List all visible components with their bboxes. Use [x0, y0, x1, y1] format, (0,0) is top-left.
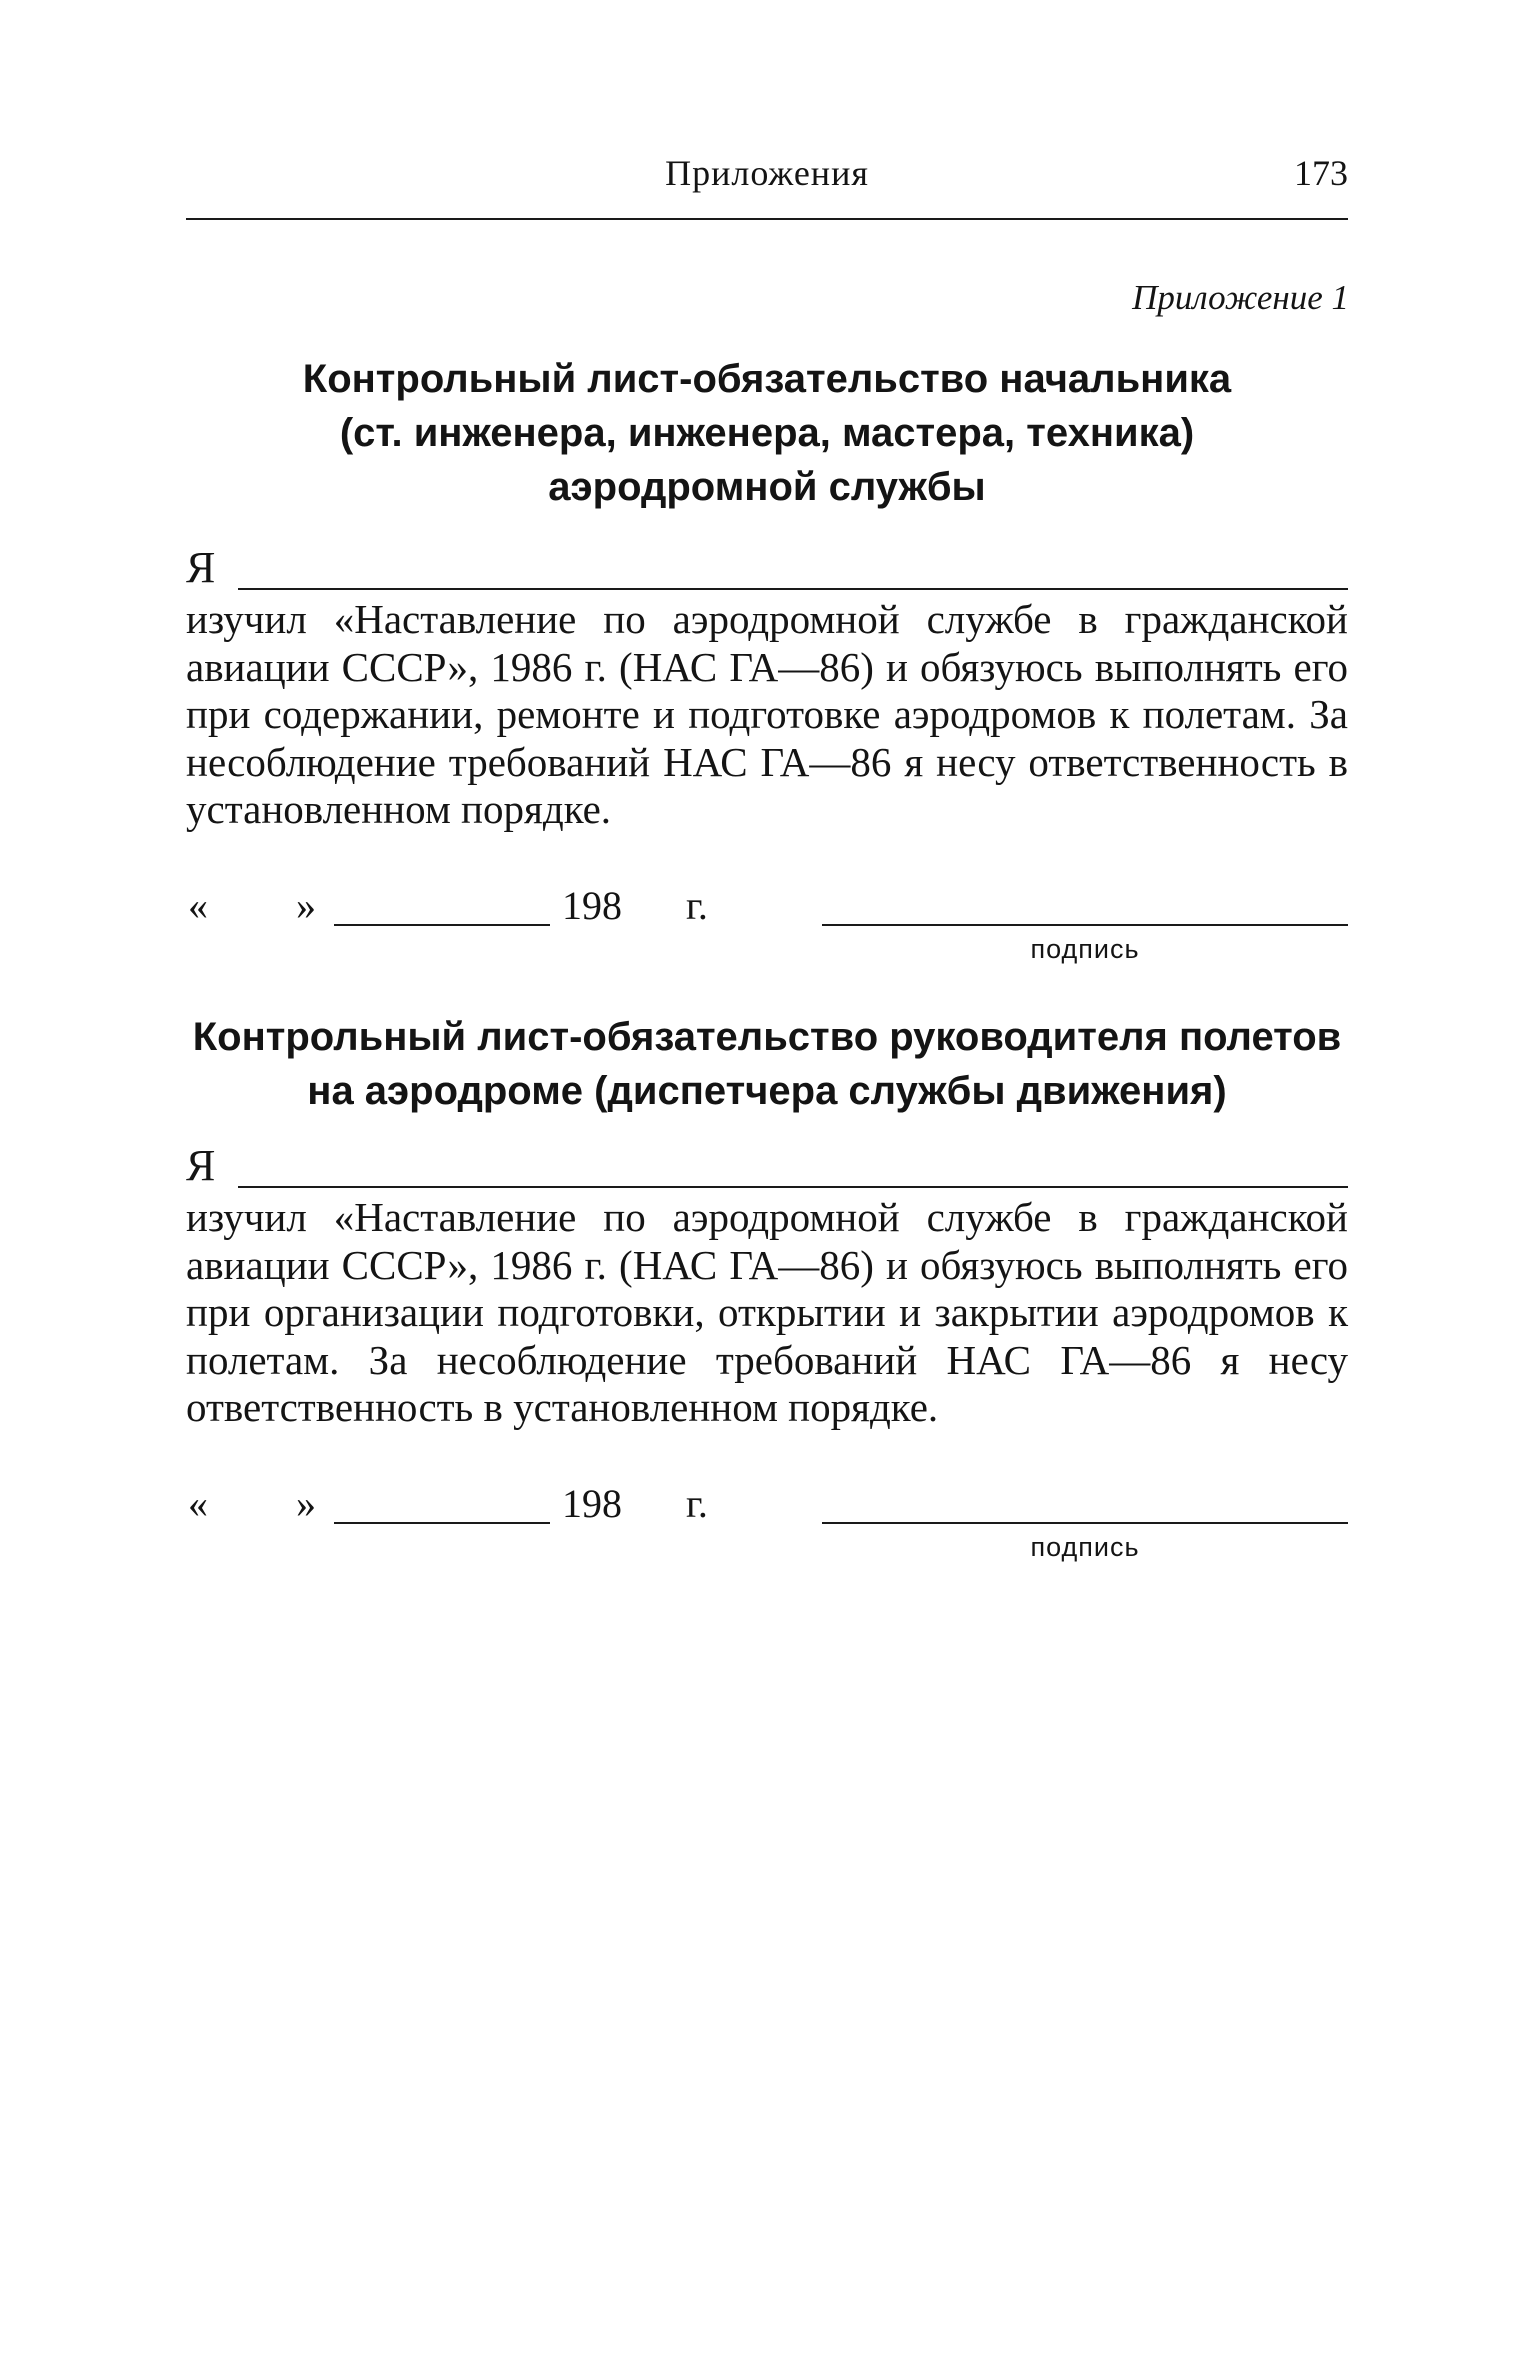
- month-fill-line[interactable]: [334, 924, 550, 926]
- pledge-section-chief: [186, 352, 1348, 964]
- quote-close: »: [296, 1480, 316, 1526]
- running-header-title: Приложения: [665, 153, 869, 193]
- quote-open: «: [188, 1480, 208, 1526]
- name-row: [186, 540, 1348, 590]
- quote-close: »: [296, 882, 316, 928]
- header-rule: [186, 218, 1348, 220]
- section-title: [186, 1010, 1348, 1118]
- signature-fill-line[interactable]: [822, 924, 1348, 926]
- pledge-text: изучил «Наставление по аэродромной службе в гражданской авиации СССР», 1986 г. (НАС ГА—86) и обязуюсь выполнять его при организации подготовки, открытии и закрытии аэродромов к полетам. За несоблюдение требований НАС ГА—86 я несу ответственность в установленном порядке.: [186, 1194, 1348, 1430]
- running-header: [186, 152, 1348, 200]
- pronoun-label: Я: [186, 543, 216, 592]
- date-signature-row: [186, 862, 1348, 964]
- signature-caption: подпись: [1030, 1531, 1140, 1562]
- year-suffix: г.: [686, 882, 708, 928]
- section-title-line: Контрольный лист-обязательство руководителя полетов: [192, 1015, 1342, 1059]
- year-prefix: 198: [562, 882, 622, 928]
- name-row: [186, 1138, 1348, 1188]
- section-title-line: (ст. инженера, инженера, мастера, техника): [339, 411, 1195, 455]
- section-title-line: аэродромной службы: [548, 465, 986, 509]
- pledge-section-flight-director: [186, 1010, 1348, 1562]
- pledge-text: изучил «Наставление по аэродромной службе в гражданской авиации СССР», 1986 г. (НАС ГА—86) и обязуюсь выполнять его при содержании, ремонте и подготовке аэродромов к полетам. За несоблюдение требований НАС ГА—86 я несу ответственность в установленном порядке.: [186, 596, 1348, 832]
- date-signature-row: [186, 1460, 1348, 1562]
- month-fill-line[interactable]: [334, 1522, 550, 1524]
- signature-fill-line[interactable]: [822, 1522, 1348, 1524]
- year-prefix: 198: [562, 1480, 622, 1526]
- section-title: [186, 352, 1348, 514]
- year-suffix: г.: [686, 1480, 708, 1526]
- section-title-line: Контрольный лист-обязательство начальника: [302, 357, 1232, 401]
- name-fill-line[interactable]: [238, 550, 1348, 590]
- name-fill-line[interactable]: [238, 1148, 1348, 1188]
- signature-caption: подпись: [1030, 933, 1140, 964]
- quote-open: «: [188, 882, 208, 928]
- page-number: 173: [1294, 153, 1348, 193]
- pronoun-label: Я: [186, 1141, 216, 1190]
- section-title-line: на аэродроме (диспетчера службы движения): [307, 1069, 1227, 1113]
- appendix-label: Приложение 1: [1132, 278, 1349, 317]
